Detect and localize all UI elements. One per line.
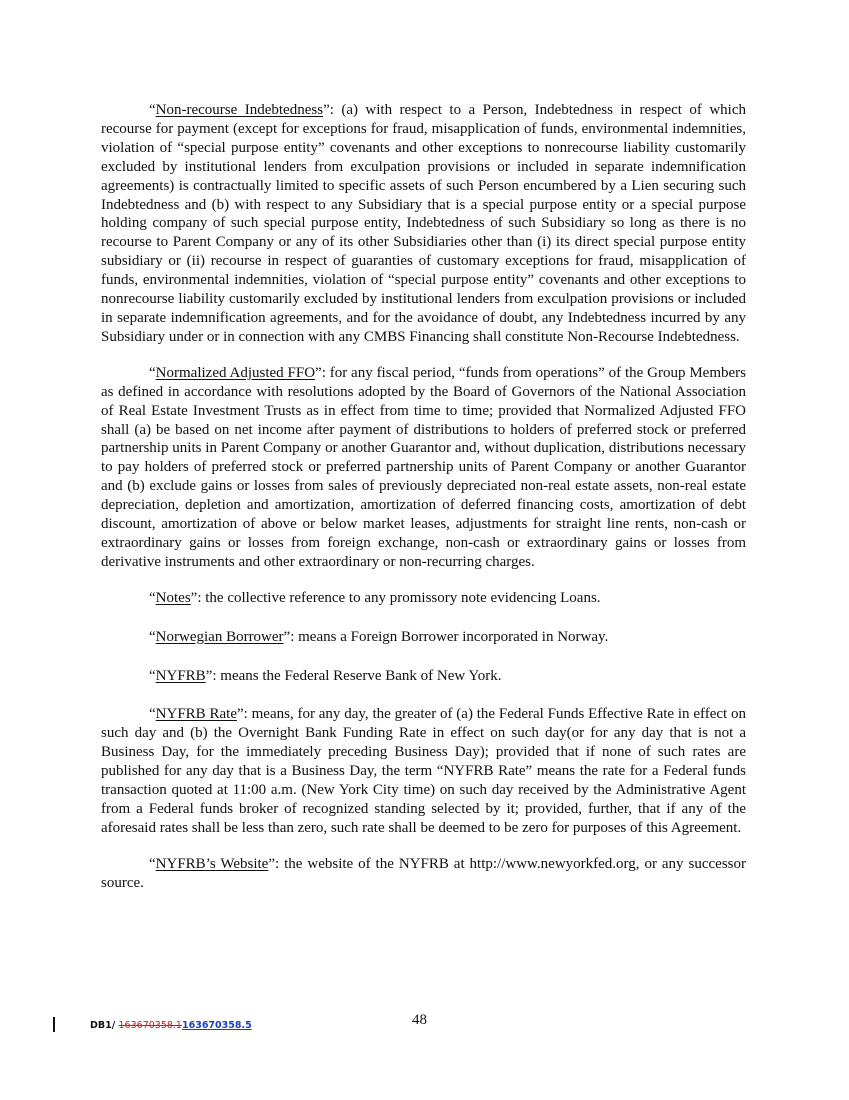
defined-term: Non-recourse Indebtedness bbox=[155, 102, 324, 118]
definition-body: : the website of the NYFRB at http://www.newyorkfed.org, or any successor source. bbox=[101, 855, 746, 891]
definition-body: : means a Foreign Borrower incorporated in Norway. bbox=[290, 628, 609, 645]
definition-notes bbox=[101, 589, 746, 608]
definition-nyfrb-website bbox=[101, 855, 746, 893]
definition-body: : for any fiscal period, “funds from operations” of the Group Members as defined in accordance with resolutions adopted by the Board of Governors of the National Association of Real Estate Investment Trusts as in effect from time to time; provided that Normalized Adjusted FFO shall (a) be based on net income after payment of distributions to holders of preferred stock or preferred partnership units in Parent Company or another Guarantor and, without duplication, distributions necessary to pay holders of preferred stock or preferred partnership units of Parent Company or another Guarantor and (b) exclude gains or losses from sales of previously depreciated non-real estate assets, non-real estate depreciation, depletion and amortization, amortization of deferred financing costs, amortization of debt discount, amortization of above or below market leases, adjustments for straight line rents, non-cash or extraordinary gains or losses from foreign exchange, non-cash or extraordinary gains or losses from derivative instruments and other extraordinary or non-recurring charges. bbox=[101, 364, 746, 570]
change-bar bbox=[53, 1017, 55, 1032]
definition-body: : the collective reference to any promissory note evidencing Loans. bbox=[197, 589, 601, 606]
definition-normalized-adjusted-ffo bbox=[101, 364, 746, 572]
document-page bbox=[101, 101, 746, 910]
docid-deleted: 163670358.1 bbox=[118, 1020, 182, 1031]
close-quote: ” bbox=[315, 364, 322, 381]
close-quote: ” bbox=[190, 589, 198, 606]
docid-prefix: DB1/ bbox=[90, 1020, 119, 1031]
defined-term: Normalized Adjusted FFO bbox=[155, 364, 316, 381]
defined-term: NYFRB bbox=[155, 667, 206, 684]
definition-body: : means the Federal Reserve Bank of New York. bbox=[212, 667, 502, 684]
defined-term: Norwegian Borrower bbox=[155, 628, 284, 645]
open-quote: “ bbox=[149, 589, 156, 606]
definition-nyfrb bbox=[101, 667, 746, 686]
definition-nyfrb-rate bbox=[101, 705, 746, 837]
close-quote: ” bbox=[205, 667, 213, 684]
page-footer bbox=[0, 1010, 849, 1050]
page-number: 48 bbox=[412, 1012, 427, 1028]
definition-body: : means, for any day, the greater of (a) the Federal Funds Effective Rate in effect on such day and (b) the Overnight Bank Funding Rate in effect on such day(or for any day that is not a Business Day, for the immediately preceding Business Day); provided that if none of such rates are published for any day that is a Business Day, the term “NYFRB Rate” means the rate for a Federal funds transaction quoted at 11:00 a.m. (New York City time) on such day received by the Administrative Agent from a Federal funds broker of recognized standing selected by it; provided, further, that if any of the aforesaid rates shall be less than zero, such rate shall be deemed to be zero for purposes of this Agreement. bbox=[101, 706, 746, 836]
docid-inserted: 163670358.5 bbox=[181, 1020, 252, 1031]
defined-term: NYFRB’s Website bbox=[155, 855, 269, 872]
close-quote: ” bbox=[268, 855, 275, 872]
defined-term: Notes bbox=[155, 589, 191, 606]
close-quote: ” bbox=[323, 102, 330, 118]
open-quote: “ bbox=[149, 667, 156, 684]
definition-norwegian-borrower bbox=[101, 628, 746, 647]
definition-body: : (a) with respect to a Person, Indebtedness in respect of which recourse for payment (except for exceptions for fraud, misapplication of funds, environmental indemnities, violation of “special purpose entity” covenants and other exceptions to nonrecourse liability customarily excluded by institutional lenders from exculpation provisions or included in separate indemnification agreements) is contractually limited to specific assets of such Person encumbered by a Lien securing such Indebtedness and (b) with respect to any Subsidiary that is a special purpose entity or a special purpose holding company of such special purpose entity, Indebtedness of such Subsidiary so long as there is no recourse to Parent Company or any of its other Subsidiaries other than (i) its direct special purpose entity subsidiary or (ii) recourse in respect of guaranties of customary exceptions for fraud, misapplication of funds, environmental indemnities, violation of “special purpose entity” covenants and other exceptions to nonrecourse liability customarily excluded by institutional lenders from exculpation provisions or included in separate indemnification agreements, and for the avoidance of doubt, any Indebtedness incurred by any Subsidiary under or in connection with any CMBS Financing shall constitute Non-Recourse Indebtedness. bbox=[101, 102, 747, 345]
definition-non-recourse-indebtedness bbox=[101, 101, 746, 347]
open-quote: “ bbox=[149, 855, 156, 872]
defined-term: NYFRB Rate bbox=[155, 706, 237, 723]
close-quote: ” bbox=[236, 706, 244, 723]
open-quote: “ bbox=[149, 706, 156, 723]
open-quote: “ bbox=[149, 364, 156, 381]
document-id bbox=[90, 1020, 252, 1031]
open-quote: “ bbox=[149, 628, 156, 645]
close-quote: ” bbox=[283, 628, 291, 645]
open-quote: “ bbox=[149, 102, 156, 118]
